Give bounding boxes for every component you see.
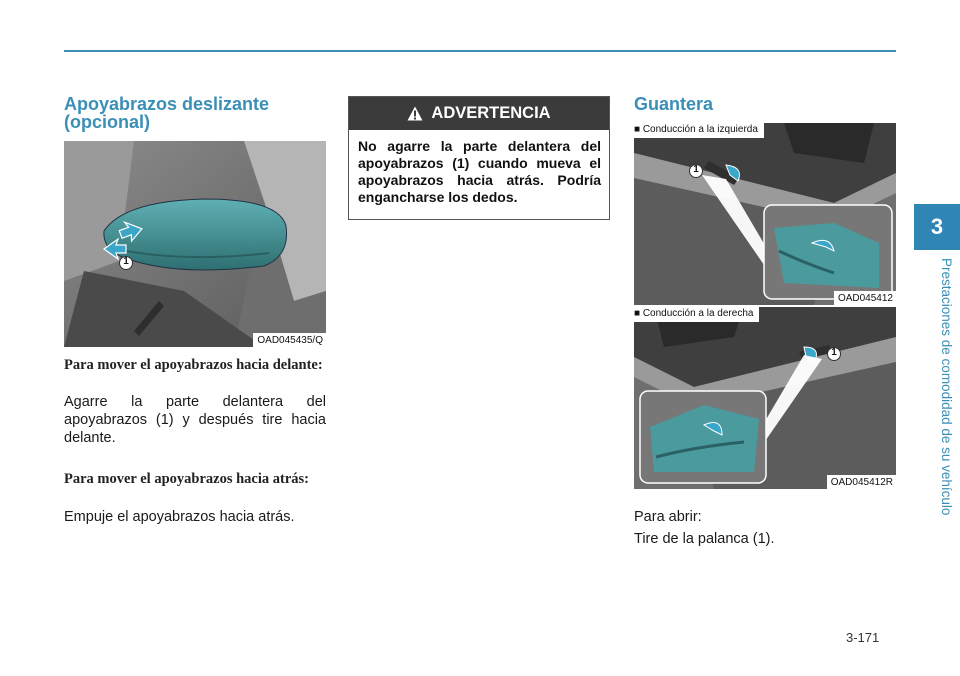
chapter-side-title (937, 258, 959, 538)
glovebox-lhd-callout: 1 (693, 164, 699, 175)
chapter-number-tab: 3 (914, 204, 960, 250)
top-rule (64, 50, 896, 52)
glovebox-rhd-code: OAD045412R (827, 475, 896, 489)
glovebox-lhd-photo (634, 123, 896, 305)
warning-title: ADVERTENCIA (431, 104, 551, 122)
armrest-photo (64, 141, 326, 347)
warning-triangle-icon (407, 106, 423, 121)
glovebox-lhd-code: OAD045412 (834, 291, 896, 305)
armrest-heading: Apoyabrazos deslizante (opcional) (64, 94, 270, 132)
glovebox-open-label: Para abrir: (634, 509, 702, 525)
glovebox-heading: Guantera (634, 94, 714, 114)
glovebox-lhd-illustration (634, 123, 896, 305)
warning-text: No agarre la parte delantera del apoyabrazos (1) cuando mueva el apoyabrazos hacia atrás. Podría engancharse los dedos. (358, 138, 601, 205)
armrest-illustration (64, 141, 326, 347)
warning-header (349, 97, 609, 130)
armrest-forward-text: Agarre la parte delantera del apoyabrazos (1) y después tire hacia delante. (64, 394, 326, 446)
glovebox-rhd-photo (634, 307, 896, 489)
glovebox-lhd-caption: ■ Conducción a la izquierda (634, 123, 764, 138)
page-number: 3-171 (846, 630, 880, 645)
glovebox-rhd-caption: ■ Conducción a la derecha (634, 307, 759, 322)
glovebox-open-text: Tire de la palanca (1). (634, 531, 775, 547)
armrest-callout: 1 (123, 256, 129, 267)
armrest-back-heading: Para mover el apoyabrazos hacia atrás: (64, 471, 309, 487)
armrest-image-code: OAD045435/Q (253, 333, 326, 347)
armrest-forward-heading: Para mover el apoyabrazos hacia delante: (64, 357, 323, 373)
chapter-title: Prestaciones de comodidad de su vehículo (939, 258, 954, 516)
warning-box (348, 96, 610, 220)
armrest-back-text: Empuje el apoyabrazos hacia atrás. (64, 509, 295, 525)
glovebox-rhd-callout: 1 (831, 347, 837, 358)
glovebox-rhd-illustration (634, 307, 896, 489)
